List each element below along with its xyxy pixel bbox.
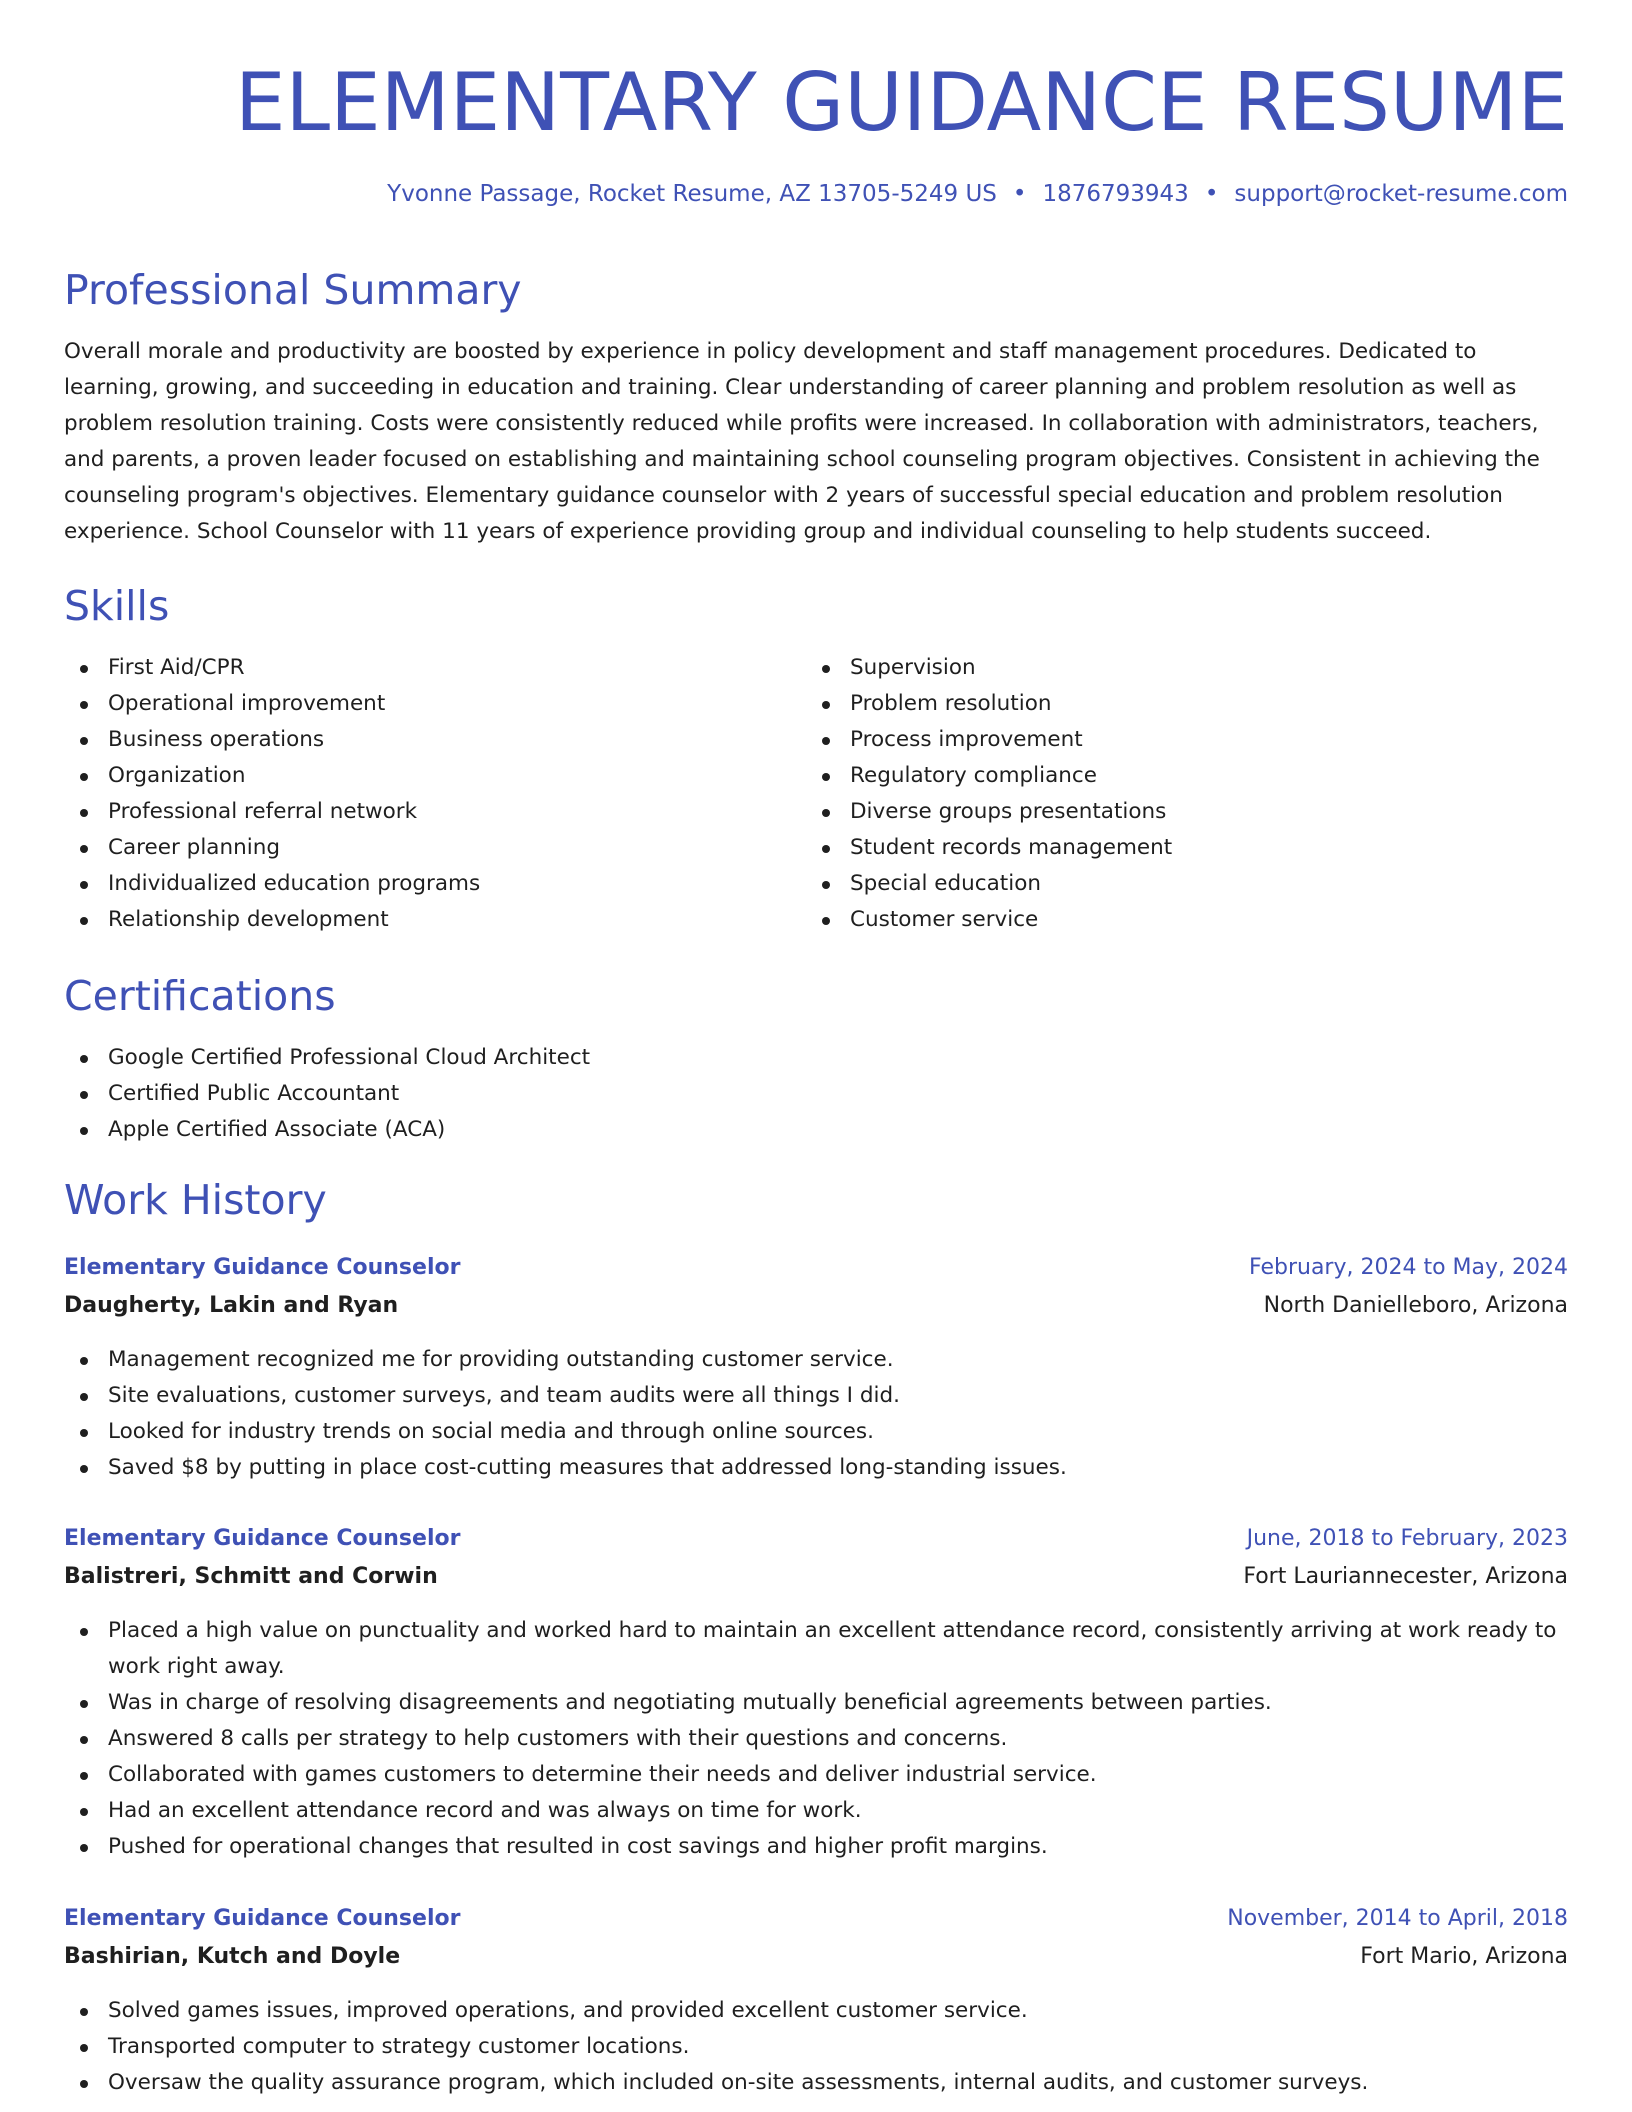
job-dates: February, 2024 to May, 2024 — [1249, 1255, 1568, 1280]
skill-item: Individualized education programs — [64, 866, 804, 902]
job-header — [64, 1521, 1568, 1601]
certification-item: Certified Public Accountant — [64, 1076, 1568, 1112]
skill-item: Problem resolution — [806, 686, 1546, 722]
contact-separator: • — [1204, 181, 1219, 207]
job-title: Elementary Guidance Counselor — [64, 1255, 461, 1280]
bullet-dot — [80, 1393, 88, 1401]
skills-list-left — [64, 650, 804, 938]
bullet-dot — [80, 2008, 88, 2016]
bullet-dot — [80, 2080, 88, 2088]
skill-item: Organization — [64, 758, 804, 794]
bullet-dot — [822, 737, 830, 745]
bullet-dot — [80, 1357, 88, 1365]
bullet-dot — [80, 1429, 88, 1437]
bullet-dot — [80, 917, 88, 925]
job-header — [64, 1901, 1568, 1981]
job-location: North Danielleboro, Arizona — [1263, 1293, 1568, 1318]
summary-text: Overall morale and productivity are boosted by experience in policy development and staff management procedures. Dedicated to learning, growing, and succeeding in education and training. Clear understanding of career planning and problem resolution as well as problem resolution training. Costs were consistently reduced while profits were increased. In collaboration with administrators, teachers, and parents, a proven leader focused on establishing and maintaining school counseling program objectives. Consistent in achieving the counseling program's objectives. Elementary guidance counselor with 2 years of successful special education and problem resolution experience. School Counselor with 11 years of experience providing group and individual counseling to help students succeed. — [64, 339, 1540, 544]
bullet-dot — [822, 845, 830, 853]
contact-line — [387, 178, 1568, 210]
job-bullet: Management recognized me for providing outstanding customer service. — [64, 1342, 1568, 1378]
certifications-list — [64, 1040, 1568, 1148]
contact-separator: • — [1012, 181, 1027, 207]
skill-item: Regulatory compliance — [806, 758, 1546, 794]
skill-item: Business operations — [64, 722, 804, 758]
bullet-dot — [80, 2044, 88, 2052]
job-dates: June, 2018 to February, 2023 — [1246, 1526, 1568, 1551]
skill-item: Diverse groups presentations — [806, 794, 1546, 830]
job-bullet: Oversaw the quality assurance program, which included on-site assessments, internal audits, and customer surveys. — [64, 2065, 1568, 2101]
skill-item: Process improvement — [806, 722, 1546, 758]
job-bullet: Had an excellent attendance record and was always on time for work. — [64, 1793, 1568, 1829]
bullet-dot — [80, 773, 88, 781]
bullet-dot — [80, 665, 88, 673]
job-company: Balistreri, Schmitt and Corwin — [64, 1564, 438, 1589]
skill-item: Professional referral network — [64, 794, 804, 830]
certifications-heading: Certifications — [64, 972, 336, 1020]
bullet-dot — [822, 809, 830, 817]
bullet-dot — [80, 1127, 88, 1135]
summary-heading: Professional Summary — [64, 266, 522, 314]
certification-item: Google Certified Professional Cloud Architect — [64, 1040, 1568, 1076]
bullet-dot — [80, 1055, 88, 1063]
job-bullet: Placed a high value on punctuality and worked hard to maintain an excellent attendance record, consistently arriving at work ready to work right away. — [64, 1613, 1568, 1685]
bullet-dot — [822, 701, 830, 709]
job-bullet: Looked for industry trends on social media and through online sources. — [64, 1414, 1568, 1450]
bullet-dot — [80, 809, 88, 817]
bullet-dot — [80, 1808, 88, 1816]
job-company: Bashirian, Kutch and Doyle — [64, 1944, 401, 1969]
bullet-dot — [80, 1700, 88, 1708]
skill-item: Customer service — [806, 902, 1546, 938]
job-title: Elementary Guidance Counselor — [64, 1906, 461, 1931]
job-header — [64, 1250, 1568, 1330]
bullet-dot — [822, 773, 830, 781]
job-bullet: Collaborated with games customers to determine their needs and deliver industrial service. — [64, 1757, 1568, 1793]
job-company: Daugherty, Lakin and Ryan — [64, 1293, 399, 1318]
job-bullet: Site evaluations, customer surveys, and team audits were all things I did. — [64, 1378, 1568, 1414]
job-bullet: Answered 8 calls per strategy to help customers with their questions and concerns. — [64, 1721, 1568, 1757]
bullet-dot — [822, 881, 830, 889]
job-bullet: Saved $8 by putting in place cost-cutting measures that addressed long-standing issues. — [64, 1450, 1568, 1486]
work-history-heading: Work History — [64, 1176, 327, 1224]
job-title: Elementary Guidance Counselor — [64, 1526, 461, 1551]
bullet-dot — [80, 1844, 88, 1852]
skill-item: Relationship development — [64, 902, 804, 938]
job-dates: November, 2014 to April, 2018 — [1227, 1906, 1568, 1931]
bullet-dot — [822, 917, 830, 925]
bullet-dot — [80, 1628, 88, 1636]
skill-item: Career planning — [64, 830, 804, 866]
bullet-dot — [822, 665, 830, 673]
bullet-dot — [80, 1465, 88, 1473]
bullet-dot — [80, 701, 88, 709]
job-location: Fort Mario, Arizona — [1360, 1944, 1568, 1969]
skill-item: Operational improvement — [64, 686, 804, 722]
bullet-dot — [80, 845, 88, 853]
skill-item: Supervision — [806, 650, 1546, 686]
job-bullets — [64, 1993, 1568, 2101]
certification-item: Apple Certified Associate (ACA) — [64, 1112, 1568, 1148]
skills-list-right — [806, 650, 1546, 938]
job-bullet: Solved games issues, improved operations, and provided excellent customer service. — [64, 1993, 1568, 2029]
bullet-dot — [80, 1091, 88, 1099]
job-location: Fort Lauriannecester, Arizona — [1243, 1564, 1568, 1589]
skills-heading: Skills — [64, 582, 170, 630]
job-bullets — [64, 1613, 1568, 1865]
bullet-dot — [80, 881, 88, 889]
resume-page — [64, 0, 1568, 2095]
skill-item: Student records management — [806, 830, 1546, 866]
resume-title: ELEMENTARY GUIDANCE RESUME — [234, 56, 1568, 149]
skill-item: First Aid/CPR — [64, 650, 804, 686]
bullet-dot — [80, 1772, 88, 1780]
skill-item: Special education — [806, 866, 1546, 902]
job-bullet: Transported computer to strategy customer locations. — [64, 2029, 1568, 2065]
job-bullets — [64, 1342, 1568, 1486]
contact-phone: 1876793943 — [1042, 181, 1189, 207]
job-bullet: Pushed for operational changes that resulted in cost savings and higher profit margins. — [64, 1829, 1568, 1865]
contact-email: support@rocket-resume.com — [1234, 181, 1568, 207]
bullet-dot — [80, 1736, 88, 1744]
job-bullet: Was in charge of resolving disagreements and negotiating mutually beneficial agreements between parties. — [64, 1685, 1568, 1721]
contact-address: Yvonne Passage, Rocket Resume, AZ 13705-5249 US — [387, 181, 997, 207]
bullet-dot — [80, 737, 88, 745]
